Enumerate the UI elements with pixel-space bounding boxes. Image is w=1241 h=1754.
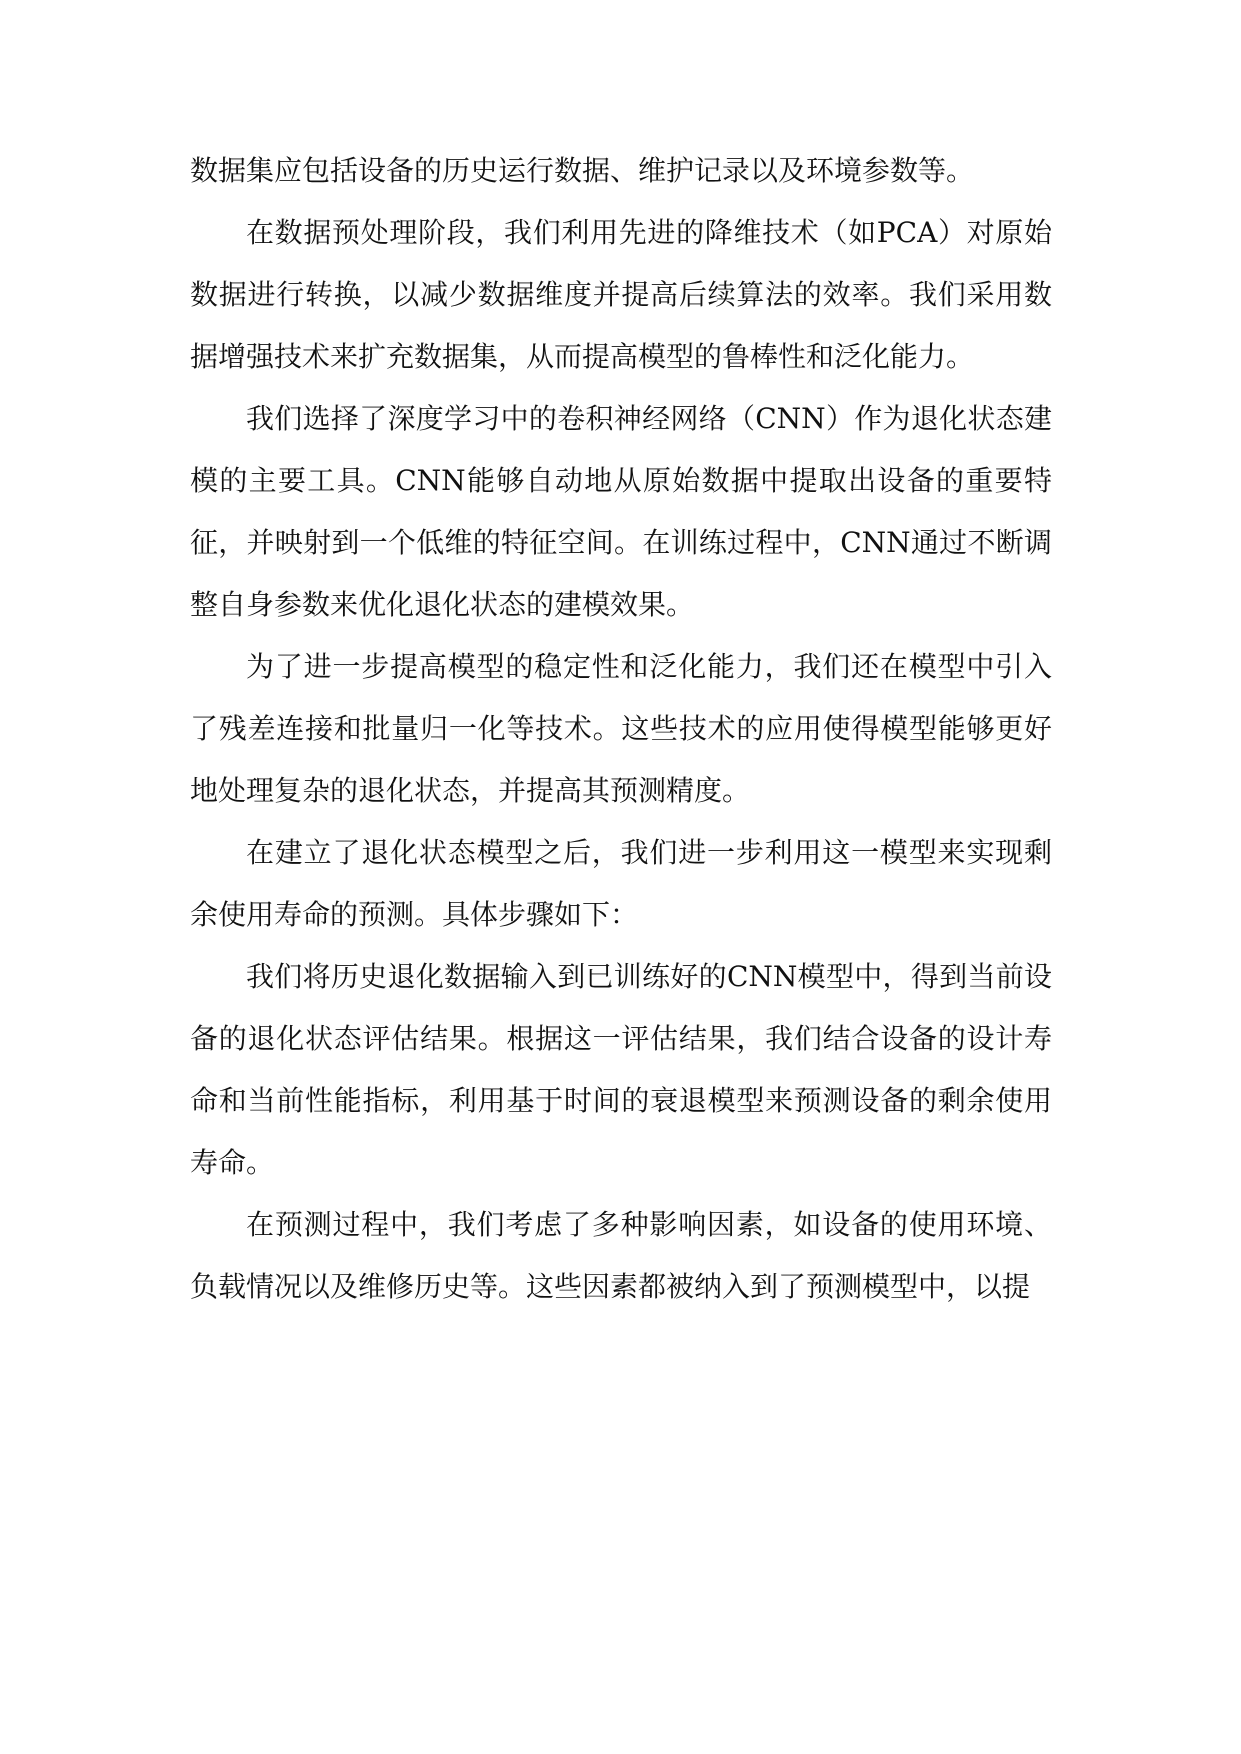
paragraph-rul-intro: 在建立了退化状态模型之后，我们进一步利用这一模型来实现剩余使用寿命的预测。具体步骤如下： bbox=[190, 836, 1052, 931]
paragraph-factors: 在预测过程中，我们考虑了多种影响因素，如设备的使用环境、负载情况以及维修历史等。这些因素都被纳入到了预测模型中，以提 bbox=[190, 1208, 1052, 1303]
paragraph-cnn-choice: 我们选择了深度学习中的卷积神经网络（CNN）作为退化状态建模的主要工具。CNN能够自动地从原始数据中提取出设备的重要特征，并映射到一个低维的特征空间。在训练过程中，CNN通过不断调整自身参数来优化退化状态的建模效果。 bbox=[190, 402, 1052, 621]
paragraph-continuation: 数据集应包括设备的历史运行数据、维护记录以及环境参数等。 bbox=[190, 154, 975, 187]
paragraph-preprocessing: 在数据预处理阶段，我们利用先进的降维技术（如PCA）对原始数据进行转换，以减少数据维度并提高后续算法的效率。我们采用数据增强技术来扩充数据集，从而提高模型的鲁棒性和泛化能力。 bbox=[190, 216, 1052, 373]
paragraph-residual: 为了进一步提高模型的稳定性和泛化能力，我们还在模型中引入了残差连接和批量归一化等技术。这些技术的应用使得模型能够更好地处理复杂的退化状态，并提高其预测精度。 bbox=[190, 650, 1052, 807]
document-page bbox=[190, 140, 1052, 1318]
paragraph-rul-steps: 我们将历史退化数据输入到已训练好的CNN模型中，得到当前设备的退化状态评估结果。根据这一评估结果，我们结合设备的设计寿命和当前性能指标，利用基于时间的衰退模型来预测设备的剩余使用寿命。 bbox=[190, 960, 1052, 1179]
